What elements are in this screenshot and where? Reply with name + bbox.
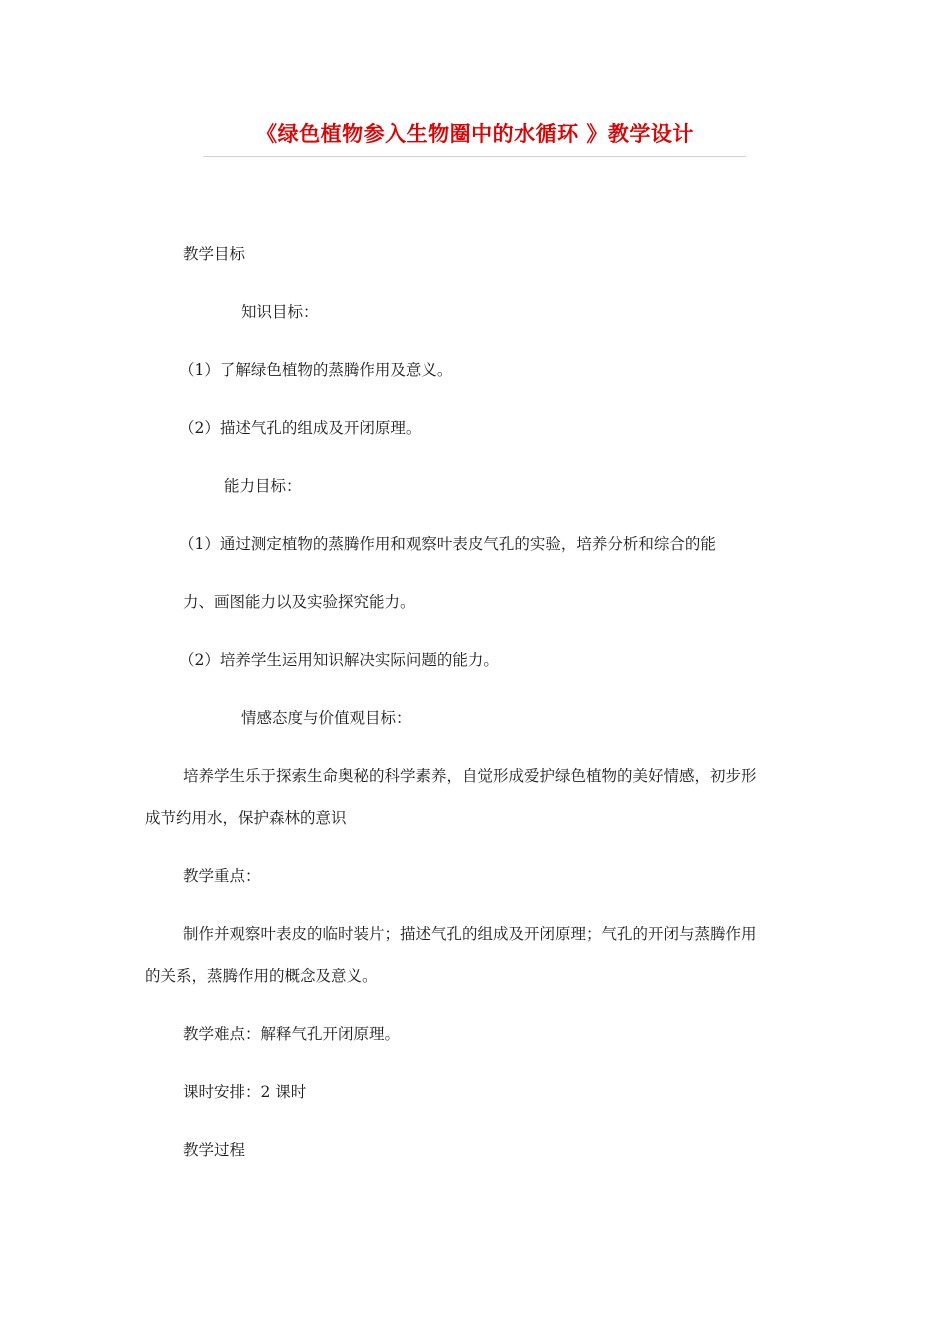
ability-item-1-line-1: （1）通过测定植物的蒸腾作用和观察叶表皮气孔的实验，培养分析和综合的能: [179, 535, 716, 553]
emotion-heading: 情感态度与价值观目标：: [241, 709, 412, 727]
difficulty-line: 教学难点：解释气孔开闭原理。: [183, 1025, 401, 1043]
key-points-line-1: 制作并观察叶表皮的临时装片；描述气孔的组成及开闭原理；气孔的开闭与蒸腾作用: [183, 925, 757, 943]
key-points-line-2: 的关系，蒸腾作用的概念及意义。: [145, 967, 378, 985]
process-heading: 教学过程: [183, 1141, 246, 1159]
emotion-paragraph-line-2: 成节约用水，保护森林的意识: [145, 809, 347, 827]
emotion-paragraph-line-1: 培养学生乐于探索生命奥秘的科学素养，自觉形成爱护绿色植物的美好情感，初步形: [183, 767, 757, 785]
objectives-heading: 教学目标: [183, 245, 246, 263]
ability-item-1-line-2: 力、画图能力以及实验探究能力。: [183, 593, 416, 611]
knowledge-item-1: （1）了解绿色植物的蒸腾作用及意义。: [179, 361, 453, 379]
document-title: 《绿色植物参入生物圈中的水循环 》教学设计: [256, 122, 694, 146]
ability-item-2: （2）培养学生运用知识解决实际问题的能力。: [179, 651, 499, 669]
schedule-line: 课时安排：2 课时: [183, 1083, 307, 1101]
ability-heading: 能力目标：: [224, 477, 302, 495]
knowledge-heading: 知识目标：: [241, 303, 319, 321]
knowledge-item-2: （2）描述气孔的组成及开闭原理。: [179, 419, 422, 437]
key-points-heading: 教学重点：: [183, 867, 261, 885]
title-underline: [203, 156, 746, 157]
